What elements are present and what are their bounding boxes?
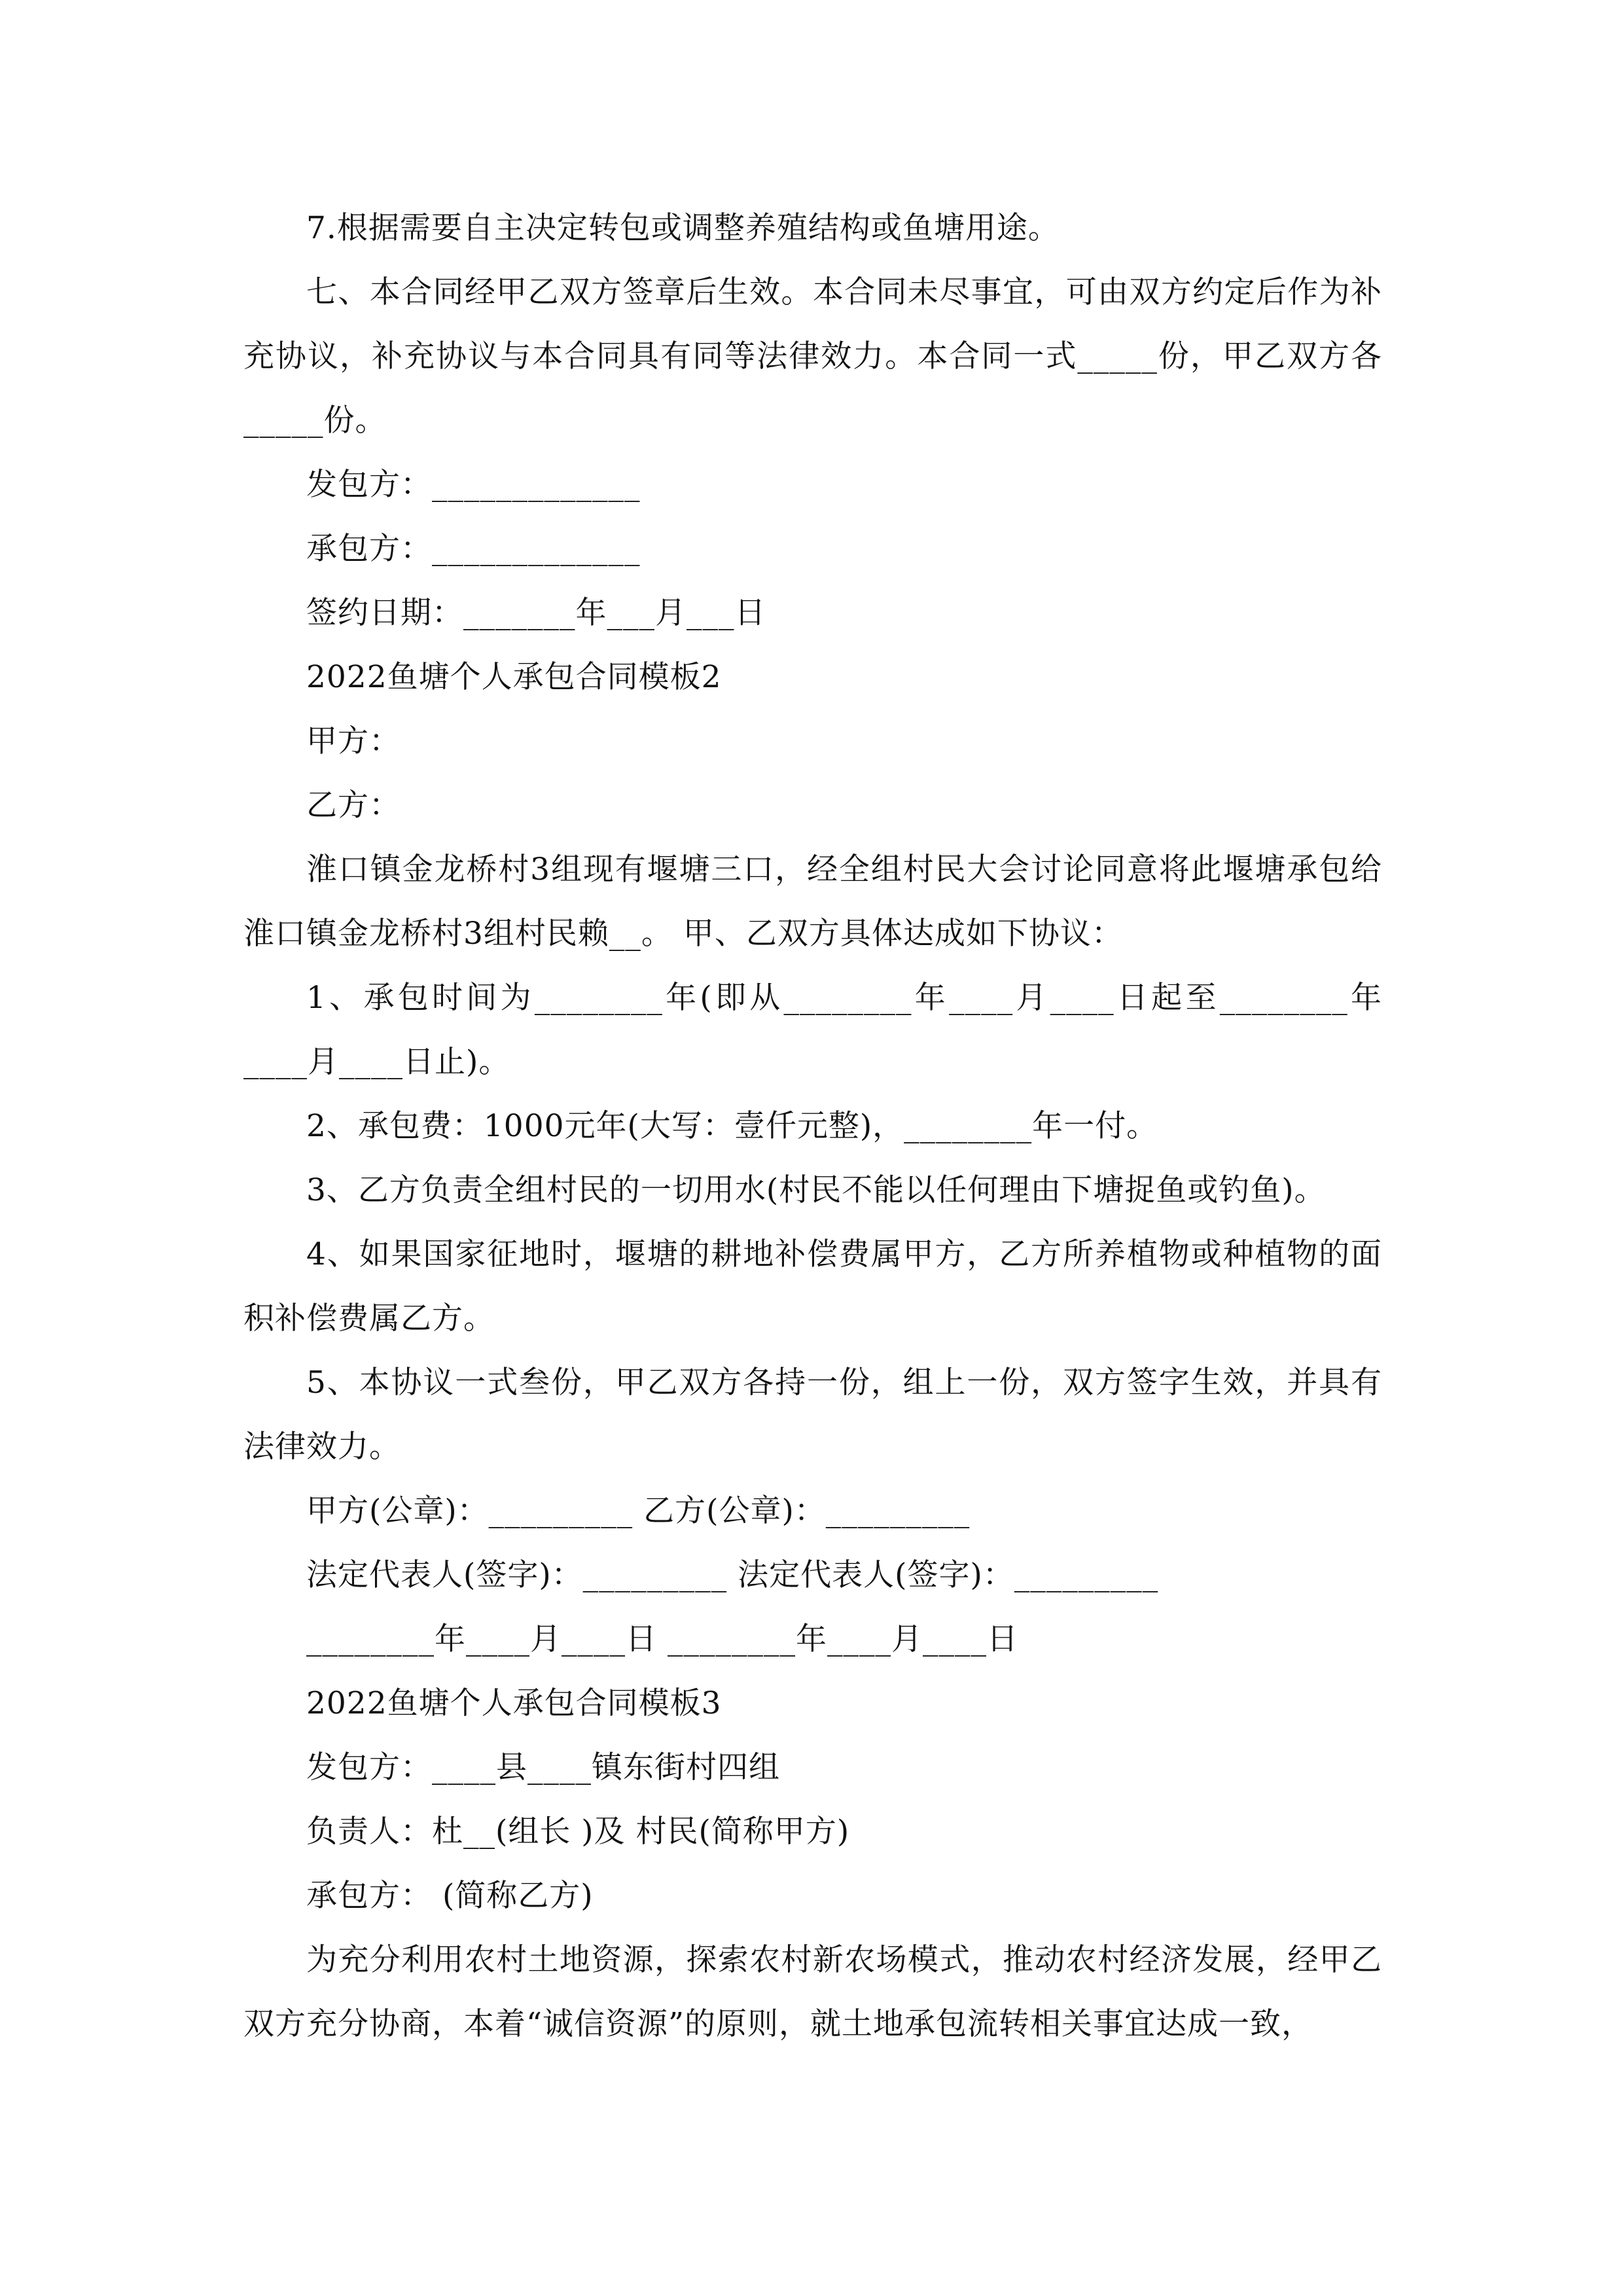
party-a-line: 甲方： [306, 723, 401, 759]
signing-date-line: 签约日期：_______年___月___日 [306, 595, 766, 631]
template-2-title: 2022鱼塘个人承包合同模板2 [306, 659, 722, 695]
responsible-person-line: 负责人：杜__(组长 )及 村民(简称甲方) [306, 1814, 850, 1850]
clause-2-fee: 2、承包费：1000元年(大写：壹仟元整)，________年一付。 [306, 1108, 1158, 1144]
contractor-signature-line: 承包方：_____________ [306, 531, 641, 567]
representative-signature-line: 法定代表人(签字)：_________ 法定代表人(签字)：_________ [306, 1557, 1159, 1593]
preamble-paragraph: 淮口镇金龙桥村3组现有堰塘三口，经全组村民大会讨论同意将此堰塘承包给淮口镇金龙桥村3组村民赖__。 甲、乙双方具体达成如下协议： [243, 852, 1382, 952]
party-b-line: 乙方： [306, 787, 401, 823]
issuer-signature-line: 发包方：_____________ [306, 467, 641, 503]
clause-4-compensation: 4、如果国家征地时，堰塘的耕地补偿费属甲方，乙方所养植物或种植物的面积补偿费属乙方。 [243, 1236, 1382, 1336]
clause-effectiveness: 七、本合同经甲乙双方签章后生效。本合同未尽事宜，可由双方约定后作为补充协议，补充协议与本合同具有同等法律效力。本合同一式_____份，甲乙双方各_____份。 [243, 274, 1382, 439]
purpose-paragraph: 为充分利用农村土地资源，探索农村新农场模式，推动农村经济发展，经甲乙双方充分协商，本着“诚信资源”的原则，就土地承包流转相关事宜达成一致， [243, 1942, 1382, 2042]
document-body [243, 196, 1382, 2056]
clause-5-copies: 5、本协议一式叁份，甲乙双方各持一份，组上一份，双方签字生效，并具有法律效力。 [243, 1365, 1382, 1465]
dates-line: ________年____月____日 ________年____月____日 [306, 1621, 1018, 1657]
issuer-party-line: 发包方：____县____镇东街村四组 [306, 1749, 780, 1785]
clause-3-water: 3、乙方负责全组村民的一切用水(村民不能以任何理由下塘捉鱼或钓鱼)。 [306, 1172, 1326, 1208]
clause-1-term: 1、承包时间为________年(即从________年____月____日起至________年____月____日止)。 [243, 980, 1382, 1080]
seal-line: 甲方(公章)：_________ 乙方(公章)：_________ [306, 1493, 971, 1529]
contractor-party-line: 承包方： (简称乙方) [306, 1878, 594, 1914]
clause-7-item: 7.根据需要自主决定转包或调整养殖结构或鱼塘用途。 [306, 210, 1060, 246]
template-3-title: 2022鱼塘个人承包合同模板3 [306, 1685, 722, 1721]
